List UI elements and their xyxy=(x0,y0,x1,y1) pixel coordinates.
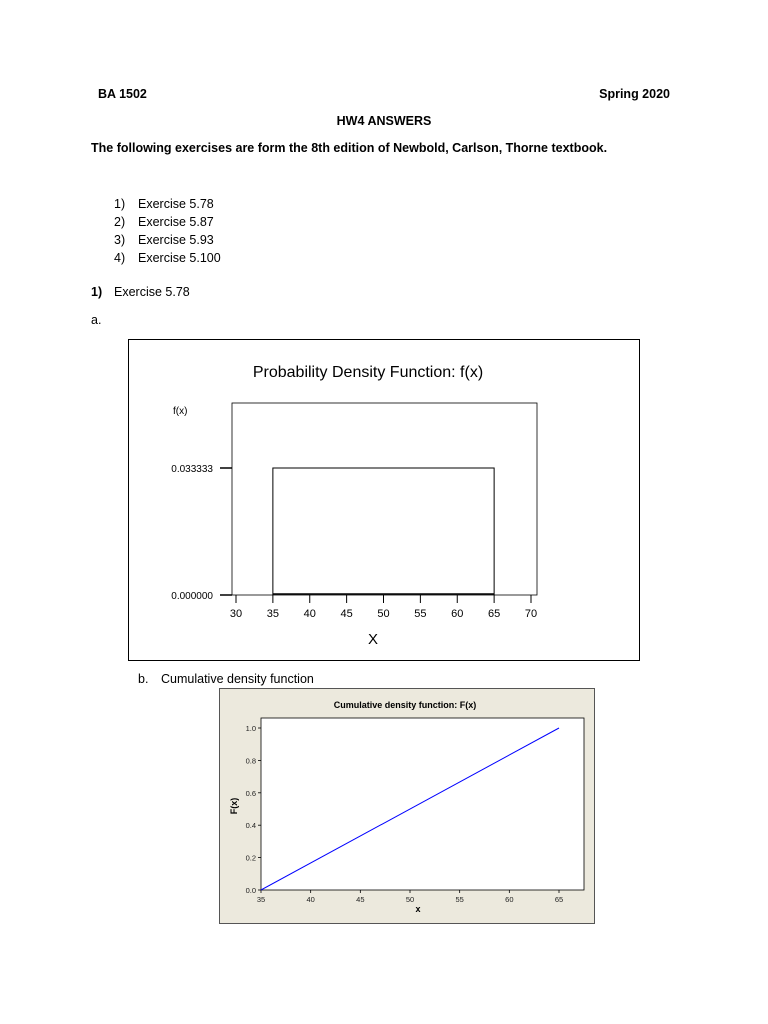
part-b-text: Cumulative density function xyxy=(161,672,314,686)
cdf-chart-ylabel: F(x) xyxy=(229,797,239,815)
term: Spring 2020 xyxy=(599,87,670,101)
section-number: 1) xyxy=(91,285,103,299)
pdf-chart-ylabel: f(x) xyxy=(173,406,188,417)
pdf-chart-title: Probability Density Function: f(x) xyxy=(252,364,484,381)
pdf-x-tick-label: 40 xyxy=(303,608,316,620)
cdf-y-tick-label: 1.0 xyxy=(245,724,256,733)
list-item-label: Exercise 5.93 xyxy=(138,233,214,247)
cdf-chart-title: Cumulative density function: F(x) xyxy=(333,700,477,710)
list-item-label: Exercise 5.100 xyxy=(138,251,221,265)
section-heading xyxy=(91,285,190,299)
pdf-x-tick-label: 45 xyxy=(340,608,353,620)
cdf-x-tick-label: 65 xyxy=(554,895,564,904)
part-a-label: a. xyxy=(91,313,102,327)
pdf-x-tick-label: 55 xyxy=(414,608,427,620)
list-item xyxy=(114,249,221,267)
pdf-chart-xlabel: X xyxy=(367,631,379,648)
list-item xyxy=(114,213,221,231)
document-title: HW4 ANSWERS xyxy=(336,114,432,128)
cdf-chart xyxy=(219,688,595,924)
course-code: BA 1502 xyxy=(98,87,147,101)
list-item-number: 3) xyxy=(114,233,126,247)
cdf-x-tick-label: 55 xyxy=(455,895,464,904)
pdf-chart xyxy=(128,339,640,661)
pdf-x-tick-label: 70 xyxy=(524,608,538,620)
cdf-y-tick-label: 0.6 xyxy=(245,788,256,798)
cdf-y-tick-label: 0.8 xyxy=(245,756,256,766)
cdf-y-tick-label: 0.0 xyxy=(245,886,256,895)
cdf-x-tick-label: 35 xyxy=(256,895,266,904)
list-item-number: 4) xyxy=(114,251,126,265)
cdf-chart-xlabel: x xyxy=(415,904,421,914)
intro-text: The following exercises are form the 8th edition of Newbold, Carlson, Thorne textbook. xyxy=(91,141,608,155)
pdf-y-tick-label: 0.000000 xyxy=(171,591,213,602)
pdf-x-tick-label: 30 xyxy=(229,608,243,620)
list-item-label: Exercise 5.87 xyxy=(138,215,214,229)
part-b-heading xyxy=(138,672,314,686)
cdf-y-tick-label: 0.4 xyxy=(245,821,256,831)
part-b-label: b. xyxy=(138,672,149,686)
pdf-x-tick-label: 50 xyxy=(377,608,390,620)
section-label: Exercise 5.78 xyxy=(114,285,190,299)
cdf-x-tick-label: 40 xyxy=(306,895,315,904)
list-item-number: 1) xyxy=(114,197,126,211)
exercise-list xyxy=(114,195,221,267)
pdf-x-tick-label: 60 xyxy=(451,608,464,620)
pdf-x-tick-label: 65 xyxy=(488,608,501,620)
cdf-x-tick-label: 60 xyxy=(505,895,514,904)
list-item xyxy=(114,231,221,249)
list-item-number: 2) xyxy=(114,215,126,229)
pdf-y-tick-label: 0.033333 xyxy=(171,464,213,475)
cdf-x-tick-label: 45 xyxy=(356,895,365,904)
cdf-x-tick-label: 50 xyxy=(405,895,415,904)
pdf-x-tick-label: 35 xyxy=(266,608,279,620)
list-item-label: Exercise 5.78 xyxy=(138,197,214,211)
list-item xyxy=(114,195,221,213)
cdf-y-tick-label: 0.2 xyxy=(245,853,256,863)
